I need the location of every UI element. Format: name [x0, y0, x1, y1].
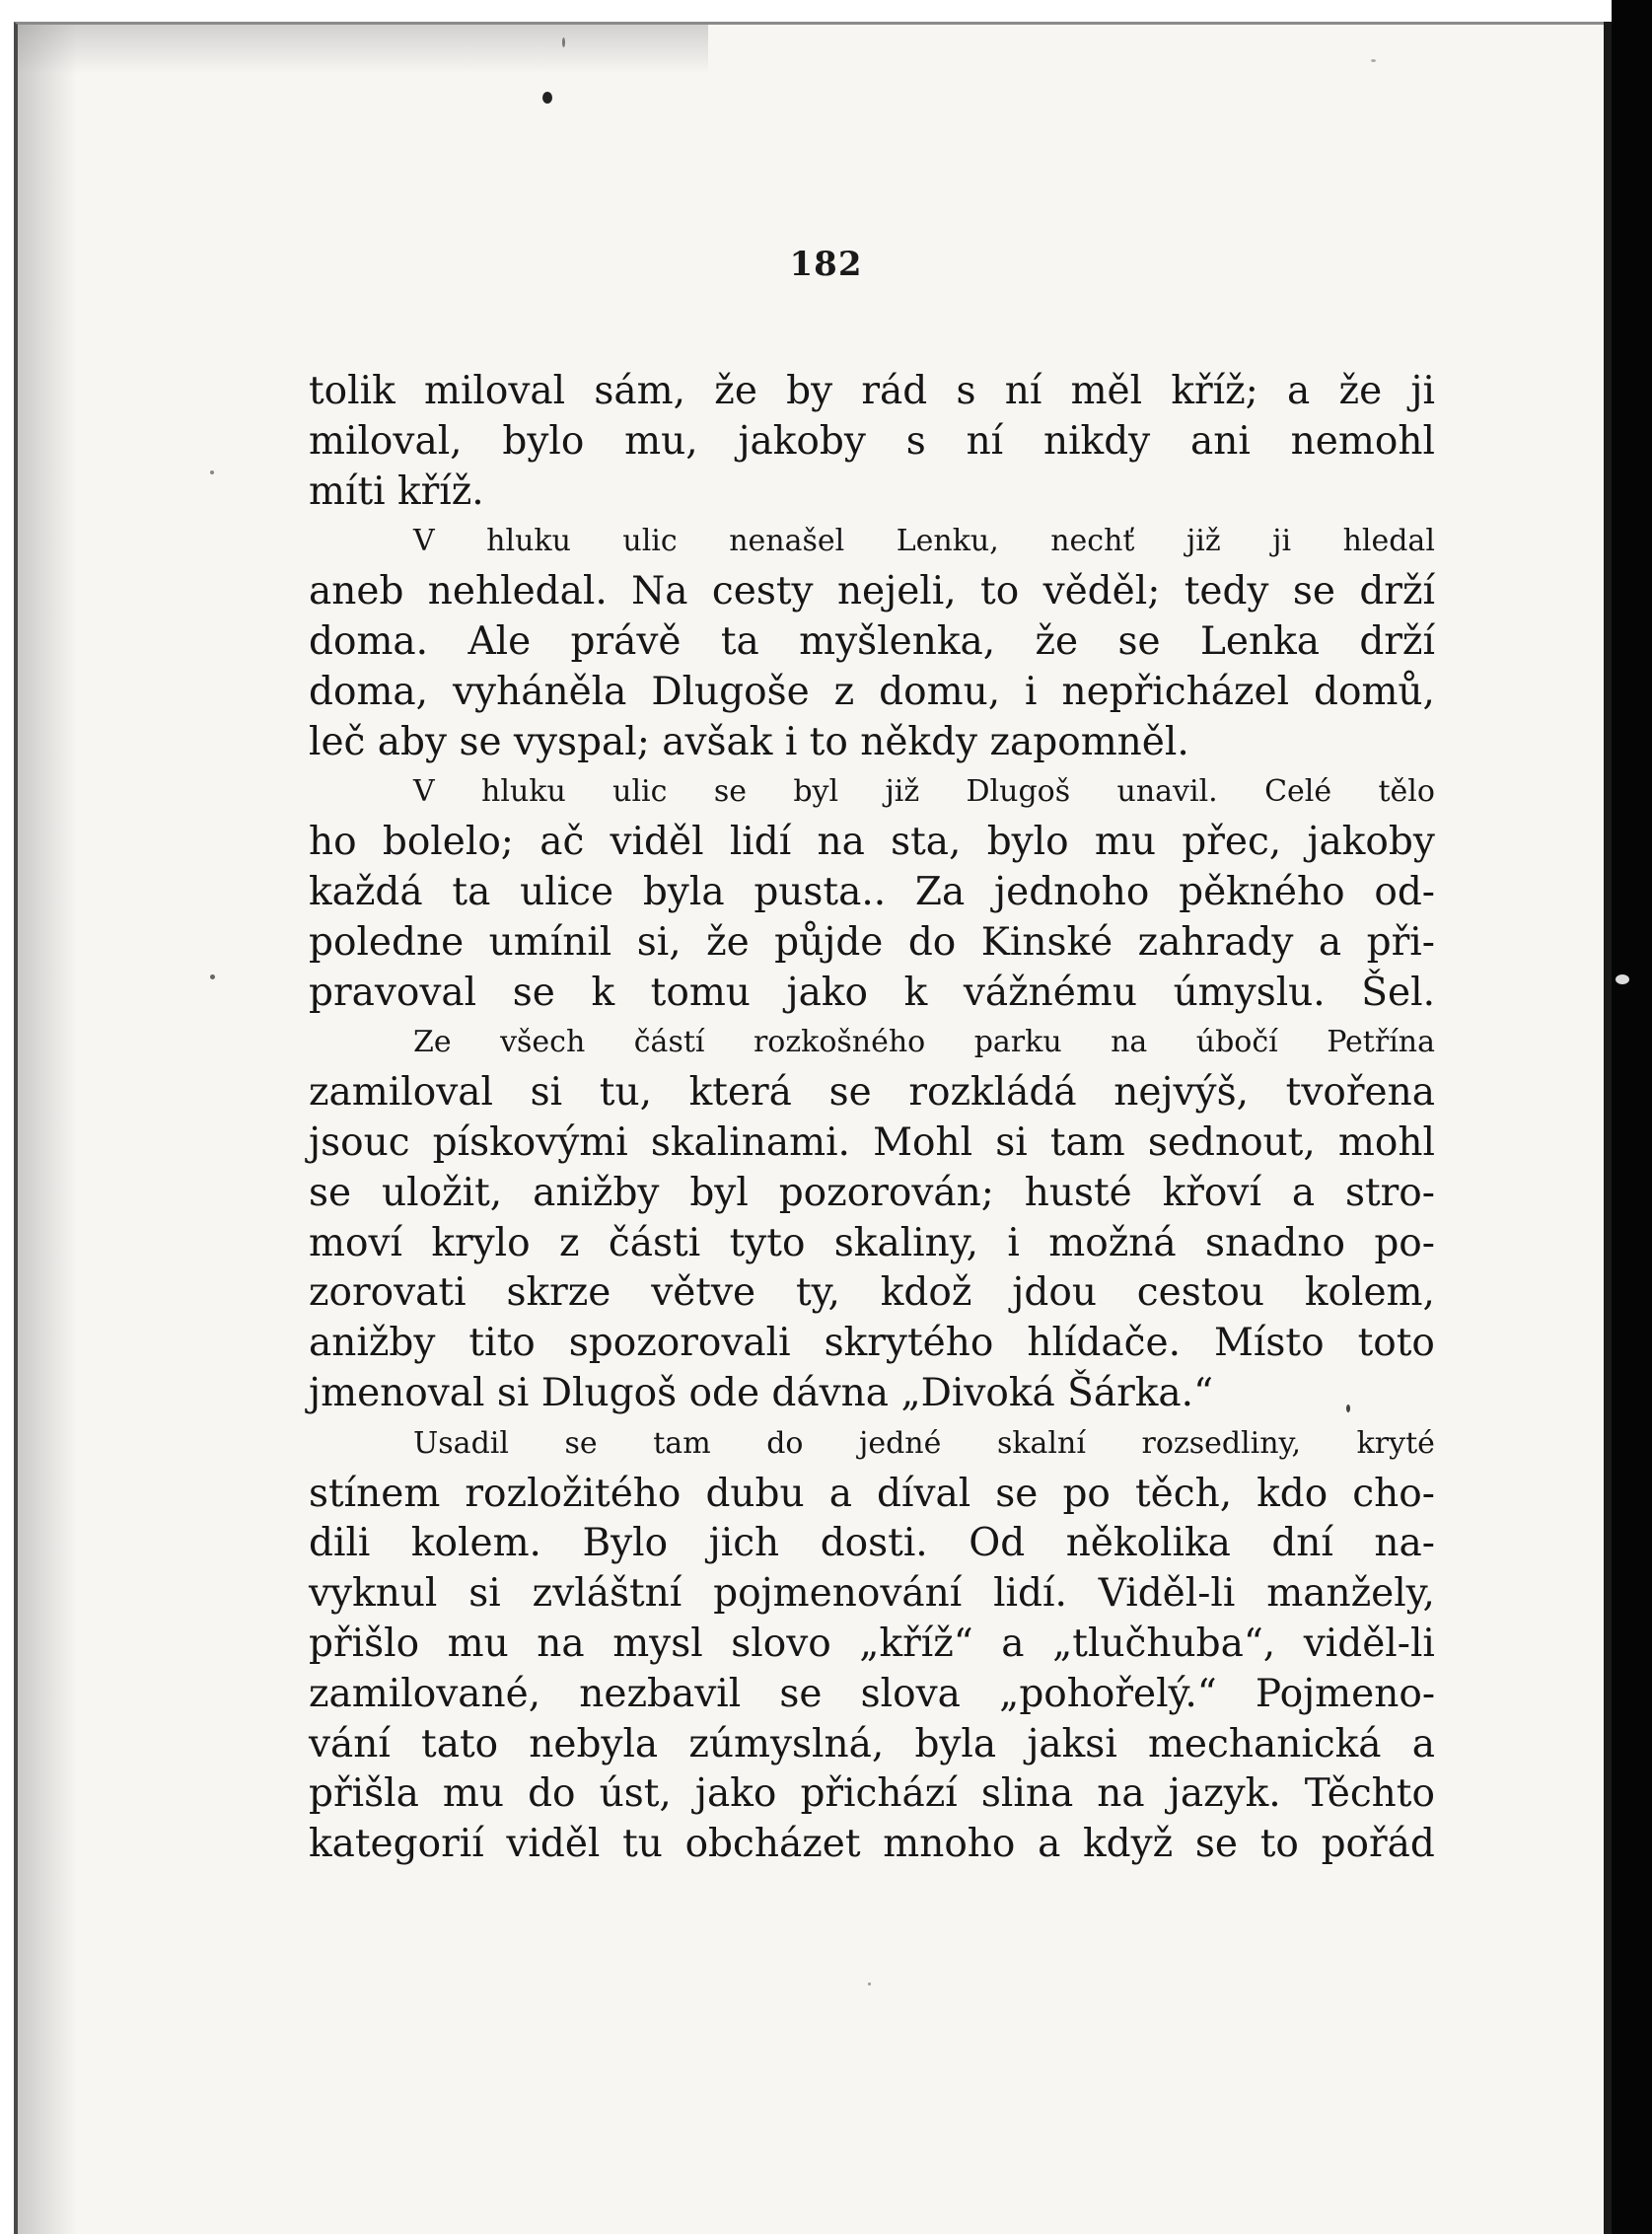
text-line: V hluku ulic nenašel Lenku, nechť již ji hledal	[413, 524, 1435, 559]
body-text	[309, 367, 1435, 1870]
binding-edge	[1612, 0, 1652, 2234]
text-line: stínem rozložitého dubu a díval se po těch, kdo cho-	[309, 1471, 1435, 1516]
text-line: zamilované, nezbavil se slova „pohořelý.“ Pojmeno-	[309, 1671, 1435, 1716]
text-line: zamiloval si tu, která se rozkládá nejvýš, tvořena	[309, 1070, 1435, 1116]
text-line: Usadil se tam do jedné skalní rozsedliny, kryté	[413, 1425, 1435, 1461]
text-line: tolik miloval sám, že by rád s ní měl kříž; a že ji	[309, 369, 1435, 413]
text-line: doma. Ale právě ta myšlenka, že se Lenka drží	[309, 618, 1435, 664]
text-line: kategorií viděl tu obcházet mnoho a když se to pořád	[309, 1822, 1435, 1867]
ink-speck	[210, 470, 214, 474]
ink-speck	[542, 92, 552, 104]
text-line: leč aby se vyspal; avšak i to někdy zapomněl.	[309, 719, 1189, 764]
text-line: poledne umínil si, že půjde do Kinské zahrady a při-	[309, 919, 1435, 965]
page-number: 182	[789, 245, 863, 284]
text-line: každá ta ulice byla pusta.. Za jednoho pěkného od-	[309, 869, 1435, 914]
ink-speck	[210, 974, 215, 979]
top-edge-shadow	[18, 25, 708, 74]
text-line: moví krylo z části tyto skaliny, i možná snadno po-	[309, 1220, 1435, 1265]
ink-speck	[562, 37, 565, 47]
text-line: vyknul si zvláštní pojmenování lidí. Viděl-li manžely,	[309, 1571, 1435, 1617]
text-line: Ze všech částí rozkošného parku na úbočí Petřína	[413, 1025, 1435, 1060]
text-line: ho bolelo; ač viděl lidí na sta, bylo mu přec, jakoby	[309, 820, 1435, 865]
left-edge-shadow	[18, 25, 77, 2234]
text-line: vání tato nebyla zúmyslná, byla jaksi mechanická a	[309, 1721, 1435, 1766]
ink-speck	[868, 1982, 871, 1985]
text-line: míti kříž.	[309, 468, 484, 514]
text-line: dili kolem. Bylo jich dosti. Od několika dní na-	[309, 1521, 1435, 1566]
text-line: přišla mu do úst, jako přichází slina na jazyk. Těchto	[309, 1771, 1435, 1817]
text-line: se uložit, anižby byl pozorován; husté křoví a stro-	[309, 1170, 1435, 1215]
text-line: doma, vyháněla Dlugoše z domu, i nepřicházel domů,	[309, 669, 1435, 714]
text-line: aneb nehledal. Na cesty nejeli, to věděl; tedy se drží	[309, 569, 1435, 614]
text-line: V hluku ulic se byl již Dlugoš unavil. Celé tělo	[413, 774, 1435, 810]
text-line: jsouc pískovými skalinami. Mohl si tam sednout, mohl	[309, 1119, 1435, 1165]
text-line: anižby tito spozorovali skrytého hlídače. Místo toto	[309, 1321, 1435, 1366]
text-line: miloval, bylo mu, jakoby s ní nikdy ani nemohl	[309, 418, 1435, 464]
ink-speck	[1371, 59, 1376, 62]
text-line: přišlo mu na mysl slovo „kříž“ a „tlučhuba“, viděl-li	[309, 1621, 1435, 1666]
text-line: jmenoval si Dlugoš ode dávna „Divoká Šárka.“	[309, 1370, 1214, 1415]
text-line: pravoval se k tomu jako k vážnému úmyslu. Šel.	[309, 970, 1435, 1015]
text-line: zorovati skrze větve ty, kdož jdou cestou kolem,	[309, 1270, 1435, 1316]
ink-speck	[1616, 974, 1629, 984]
